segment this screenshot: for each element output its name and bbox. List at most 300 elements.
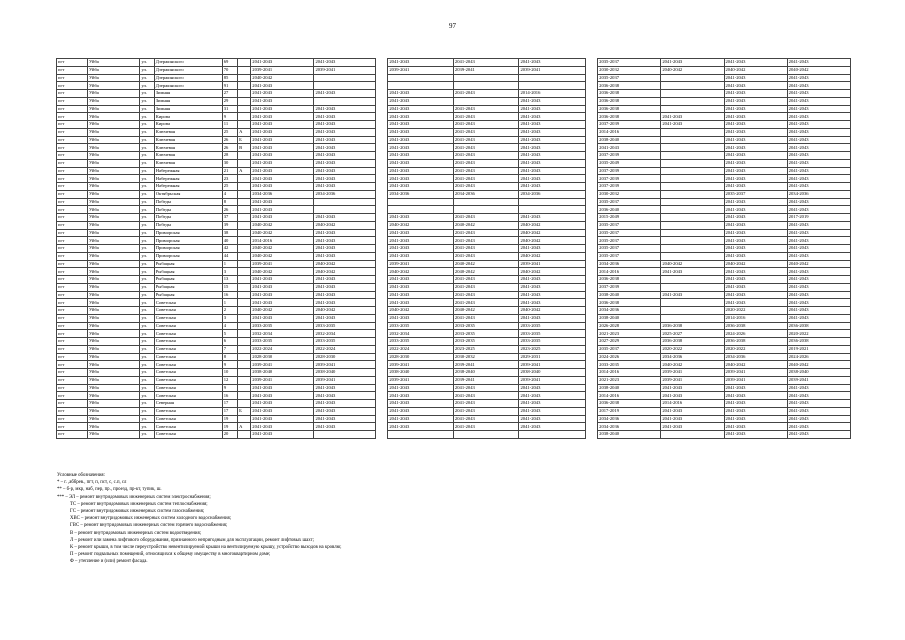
- gap-cell: [586, 415, 598, 423]
- table-cell: 2041-2043: [314, 59, 376, 67]
- table-cell: 2035-2037: [598, 74, 661, 82]
- gap-cell: [586, 59, 598, 67]
- table-cell: 2041-2043: [724, 252, 787, 260]
- table-cell: 2041-2043: [787, 392, 850, 400]
- table-cell: 2034-2036: [598, 415, 661, 423]
- table-cell: 70: [222, 66, 237, 74]
- table-cell: 23: [222, 175, 237, 183]
- table-cell: 2022-2024: [251, 345, 314, 353]
- table-cell: 2038-2040: [598, 136, 661, 144]
- table-cell: 2034-2036: [314, 190, 376, 198]
- table-cell: Уйба: [87, 152, 139, 160]
- table-cell: 2041-2043: [724, 90, 787, 98]
- table-cell: А: [238, 423, 251, 431]
- table-cell: Рыбацкая: [154, 276, 222, 284]
- table-cell: 2041-2043: [388, 400, 454, 408]
- table-cell: 2040-2042: [453, 221, 519, 229]
- table-cell: 2040-2042: [251, 252, 314, 260]
- table-cell: [661, 314, 724, 322]
- table-cell: пгт: [57, 415, 88, 423]
- table-cell: 2041-2043: [519, 214, 586, 222]
- table-cell: 2041-2043: [787, 415, 850, 423]
- table-cell: 2020-2022: [724, 345, 787, 353]
- table-row: [57, 407, 851, 415]
- gap-cell: [586, 66, 598, 74]
- table-cell: 9: [222, 113, 237, 121]
- gap-cell: [376, 221, 388, 229]
- table-cell: 2029-2031: [519, 353, 586, 361]
- table-cell: Уйба: [87, 353, 139, 361]
- table-cell: 2041-2043: [787, 206, 850, 214]
- table-cell: ул.: [140, 237, 154, 245]
- table-cell: 2039-2041: [314, 376, 376, 384]
- table-cell: [238, 105, 251, 113]
- gap-cell: [376, 400, 388, 408]
- table-cell: ул.: [140, 423, 154, 431]
- gap-cell: [586, 392, 598, 400]
- table-cell: 2041-2043: [314, 121, 376, 129]
- table-cell: пгт: [57, 299, 88, 307]
- table-cell: 1: [222, 260, 237, 268]
- table-cell: Уйба: [87, 369, 139, 377]
- table-cell: 40: [222, 237, 237, 245]
- table-cell: 2038-2040: [598, 314, 661, 322]
- table-cell: [661, 431, 724, 439]
- gap-cell: [376, 167, 388, 175]
- table-cell: Советская: [154, 299, 222, 307]
- table-cell: Ключевая: [154, 152, 222, 160]
- table-cell: В: [238, 144, 251, 152]
- gap-cell: [376, 113, 388, 121]
- table-cell: ул.: [140, 229, 154, 237]
- table-cell: пгт: [57, 229, 88, 237]
- gap-cell: [376, 276, 388, 284]
- table-cell: 2041-2043: [251, 159, 314, 167]
- table-cell: 2040-2042: [314, 268, 376, 276]
- table-cell: ул.: [140, 175, 154, 183]
- table-cell: 2041-2043: [314, 136, 376, 144]
- gap-cell: [376, 97, 388, 105]
- table-cell: [314, 97, 376, 105]
- table-cell: 2041-2043: [787, 59, 850, 67]
- table-cell: 2041-2043: [724, 144, 787, 152]
- gap-cell: [376, 206, 388, 214]
- table-row: [57, 276, 851, 284]
- table-cell: 2041-2043: [519, 291, 586, 299]
- gap-cell: [376, 260, 388, 268]
- legend-line: * – г. ,аббрев., пгт, п, пст, с, с.п, сл: [57, 480, 127, 486]
- table-cell: [238, 276, 251, 284]
- table-cell: 2041-2043: [453, 167, 519, 175]
- table-cell: [238, 183, 251, 191]
- table-cell: [661, 159, 724, 167]
- table-cell: пгт: [57, 190, 88, 198]
- gap-cell: [376, 314, 388, 322]
- table-cell: 2039-2041: [519, 376, 586, 384]
- table-cell: 2025-2027: [661, 330, 724, 338]
- table-cell: [238, 74, 251, 82]
- table-row: [57, 423, 851, 431]
- gap-cell: [376, 59, 388, 67]
- table-cell: 2041-2043: [251, 97, 314, 105]
- table-cell: 2041-2043: [787, 82, 850, 90]
- table-cell: Уйба: [87, 237, 139, 245]
- table-cell: 2041-2043: [724, 237, 787, 245]
- table-cell: Рыбацкая: [154, 268, 222, 276]
- table-cell: пгт: [57, 338, 88, 346]
- table-cell: 2041-2043: [251, 152, 314, 160]
- table-cell: 2041-2043: [388, 90, 454, 98]
- table-cell: 2040-2042: [453, 260, 519, 268]
- table-cell: 2040-2042: [519, 221, 586, 229]
- table-cell: 2036-2038: [661, 338, 724, 346]
- table-cell: пгт: [57, 260, 88, 268]
- table-cell: пгт: [57, 291, 88, 299]
- table-cell: 2041-2043: [519, 121, 586, 129]
- gap-cell: [376, 128, 388, 136]
- table-cell: 9: [222, 384, 237, 392]
- table-cell: ул.: [140, 82, 154, 90]
- table-cell: [388, 206, 454, 214]
- gap-cell: [586, 136, 598, 144]
- table-cell: [661, 190, 724, 198]
- page-number: 97: [449, 22, 456, 30]
- table-row: [57, 330, 851, 338]
- table-cell: 2041-2043: [724, 268, 787, 276]
- table-cell: 2041-2043: [388, 245, 454, 253]
- table-cell: 2041-2043: [251, 144, 314, 152]
- table-cell: 2041-2043: [251, 314, 314, 322]
- table-cell: 2040-2042: [787, 66, 850, 74]
- table-cell: 2035-2049: [598, 159, 661, 167]
- table-cell: 2041-2043: [388, 407, 454, 415]
- table-cell: ул.: [140, 307, 154, 315]
- gap-cell: [376, 407, 388, 415]
- table-cell: 2041-2043: [314, 299, 376, 307]
- table-cell: 2041-2043: [519, 159, 586, 167]
- table-cell: 2041-2043: [251, 183, 314, 191]
- table-cell: 2034-2036: [724, 353, 787, 361]
- table-cell: ул.: [140, 152, 154, 160]
- table-cell: 2039-2041: [388, 260, 454, 268]
- table-cell: 2038-2040: [453, 369, 519, 377]
- table-cell: 2033-2035: [314, 322, 376, 330]
- table-cell: 2041-2043: [388, 252, 454, 260]
- table-cell: пгт: [57, 376, 88, 384]
- table-cell: ул.: [140, 97, 154, 105]
- table-cell: Советская: [154, 307, 222, 315]
- table-cell: 2041-2043: [388, 314, 454, 322]
- table-cell: ул.: [140, 206, 154, 214]
- gap-cell: [376, 361, 388, 369]
- table-cell: 2014-2016: [598, 392, 661, 400]
- table-cell: 2039-2041: [519, 66, 586, 74]
- table-row: [57, 345, 851, 353]
- table-cell: Дзержинского: [154, 74, 222, 82]
- table-cell: пгт: [57, 128, 88, 136]
- table-cell: 2035-2037: [598, 237, 661, 245]
- table-cell: 2041-2043: [388, 299, 454, 307]
- table-cell: 2039-2041: [453, 376, 519, 384]
- table-cell: [661, 237, 724, 245]
- gap-cell: [586, 167, 598, 175]
- table-cell: 38: [222, 229, 237, 237]
- table-cell: пгт: [57, 423, 88, 431]
- table-cell: 2028-2030: [314, 353, 376, 361]
- table-cell: 2041-2043: [724, 291, 787, 299]
- table-cell: ул.: [140, 90, 154, 98]
- table-cell: [238, 268, 251, 276]
- table-cell: 2041-2043: [251, 121, 314, 129]
- table-cell: 2035-2037: [598, 229, 661, 237]
- table-cell: 2041-2043: [388, 276, 454, 284]
- table-cell: Уйба: [87, 407, 139, 415]
- table-cell: ул.: [140, 221, 154, 229]
- table-cell: 1: [222, 299, 237, 307]
- table-cell: 26: [222, 136, 237, 144]
- table-cell: 2039-2041: [519, 260, 586, 268]
- table-cell: пгт: [57, 206, 88, 214]
- table-cell: 2041-2043: [724, 159, 787, 167]
- table-cell: 2036-2038: [787, 322, 850, 330]
- table-cell: 2041-2043: [453, 245, 519, 253]
- table-cell: 2028-2030: [388, 353, 454, 361]
- table-cell: 2040-2042: [251, 229, 314, 237]
- table-cell: 2041-2043: [519, 183, 586, 191]
- gap-cell: [376, 353, 388, 361]
- table-cell: Советская: [154, 392, 222, 400]
- gap-cell: [376, 214, 388, 222]
- table-cell: 2041-2043: [453, 237, 519, 245]
- table-cell: Уйба: [87, 361, 139, 369]
- table-cell: ул.: [140, 74, 154, 82]
- table-cell: Уйба: [87, 144, 139, 152]
- table-cell: 16: [222, 291, 237, 299]
- table-cell: 2041-2043: [453, 283, 519, 291]
- table-cell: 2041-2043: [661, 291, 724, 299]
- table-cell: [519, 431, 586, 439]
- table-cell: Уйба: [87, 74, 139, 82]
- gap-cell: [376, 415, 388, 423]
- table-cell: 2041-2043: [661, 384, 724, 392]
- table-cell: 2036-2038: [598, 276, 661, 284]
- table-cell: ул.: [140, 276, 154, 284]
- table-cell: [238, 415, 251, 423]
- table-cell: Октябрьская: [154, 190, 222, 198]
- legend-line: К – ремонт крыши, в том числе переустройство невентилируемой крыши на вентилируемую крышу, устройство выходов на кровлю;: [70, 545, 342, 551]
- table-cell: Уйба: [87, 276, 139, 284]
- gap-cell: [586, 82, 598, 90]
- table-cell: 2041-2043: [453, 276, 519, 284]
- table-cell: пгт: [57, 330, 88, 338]
- table-cell: 2041-2043: [453, 175, 519, 183]
- table-cell: [453, 97, 519, 105]
- table-cell: 2041-2043: [724, 128, 787, 136]
- table-cell: Уйба: [87, 198, 139, 206]
- table-cell: пгт: [57, 252, 88, 260]
- table-cell: 2019-2021: [787, 345, 850, 353]
- table-cell: [238, 245, 251, 253]
- gap-cell: [586, 260, 598, 268]
- table-row: [57, 415, 851, 423]
- table-cell: 2034-2036: [519, 190, 586, 198]
- table-cell: 2036-2038: [787, 338, 850, 346]
- table-cell: 2041-2043: [519, 299, 586, 307]
- table-cell: 39: [222, 221, 237, 229]
- table-cell: 2041-2043: [251, 113, 314, 121]
- table-row: [57, 314, 851, 322]
- table-cell: [453, 74, 519, 82]
- table-cell: 26: [222, 206, 237, 214]
- table-cell: 2041-2043: [251, 59, 314, 67]
- table-cell: ул.: [140, 361, 154, 369]
- table-cell: 2041-2043: [453, 252, 519, 260]
- table-cell: 11: [222, 121, 237, 129]
- table-cell: 2041-2043: [314, 229, 376, 237]
- table-cell: Победы: [154, 206, 222, 214]
- gap-cell: [586, 268, 598, 276]
- table-cell: [238, 221, 251, 229]
- table-cell: Зимняя: [154, 90, 222, 98]
- table-cell: [238, 291, 251, 299]
- table-cell: Уйба: [87, 105, 139, 113]
- table-cell: ул.: [140, 291, 154, 299]
- table-cell: Кирова: [154, 113, 222, 121]
- table-cell: 2039-2041: [251, 361, 314, 369]
- table-cell: 2041-2043: [314, 415, 376, 423]
- table-cell: 2041-2043: [724, 276, 787, 284]
- table-cell: 2041-2043: [251, 90, 314, 98]
- table-cell: [238, 152, 251, 160]
- table-cell: пгт: [57, 198, 88, 206]
- table-cell: 2041-2043: [453, 214, 519, 222]
- table-cell: Советская: [154, 369, 222, 377]
- legend-line: *** – ЭЛ – ремонт внутридомовых инженерных систем электроснабжения;: [57, 494, 211, 500]
- table-cell: ул.: [140, 167, 154, 175]
- table-cell: 2040-2042: [724, 260, 787, 268]
- table-cell: Уйба: [87, 221, 139, 229]
- table-cell: 2036-2038: [724, 338, 787, 346]
- legend-line: В – ремонт внутридомовых инженерных систем водоотведения;: [70, 530, 202, 536]
- table-cell: 2041-2043: [787, 252, 850, 260]
- table-cell: 2041-2043: [519, 175, 586, 183]
- table-cell: 27: [222, 90, 237, 98]
- table-cell: [519, 82, 586, 90]
- table-cell: А: [238, 167, 251, 175]
- table-cell: 2036-2038: [724, 322, 787, 330]
- table-cell: [238, 384, 251, 392]
- gap-cell: [376, 299, 388, 307]
- table-cell: ул.: [140, 113, 154, 121]
- table-cell: А: [238, 128, 251, 136]
- table-cell: 2035-2037: [598, 59, 661, 67]
- gap-cell: [376, 369, 388, 377]
- table-cell: [661, 105, 724, 113]
- table-cell: 2037-2039: [598, 283, 661, 291]
- table-cell: 2032-2034: [314, 330, 376, 338]
- table-cell: [238, 113, 251, 121]
- table-cell: 2040-2042: [787, 361, 850, 369]
- table-cell: [238, 97, 251, 105]
- table-cell: 2041-2043: [251, 136, 314, 144]
- table-cell: Советская: [154, 314, 222, 322]
- table-cell: 2041-2043: [661, 268, 724, 276]
- table-cell: [314, 431, 376, 439]
- table-cell: Уйба: [87, 113, 139, 121]
- table-cell: ул.: [140, 198, 154, 206]
- table-cell: 2014-2016: [724, 314, 787, 322]
- table-cell: 2021-2023: [598, 330, 661, 338]
- table-cell: 2017-2019: [598, 407, 661, 415]
- table-cell: Советская: [154, 353, 222, 361]
- table-cell: 2041-2043: [787, 105, 850, 113]
- table-cell: 2041-2043: [724, 152, 787, 160]
- repair-schedule-table: [56, 58, 851, 439]
- gap-cell: [376, 252, 388, 260]
- gap-cell: [376, 431, 388, 439]
- table-cell: Уйба: [87, 400, 139, 408]
- gap-cell: [586, 400, 598, 408]
- gap-cell: [586, 376, 598, 384]
- table-cell: пгт: [57, 221, 88, 229]
- gap-cell: [586, 369, 598, 377]
- table-cell: [661, 214, 724, 222]
- table-cell: Уйба: [87, 229, 139, 237]
- gap-cell: [586, 384, 598, 392]
- table-cell: 2024-2026: [787, 353, 850, 361]
- table-row: [57, 214, 851, 222]
- table-cell: 2041-2043: [314, 128, 376, 136]
- table-cell: 2041-2043: [251, 206, 314, 214]
- table-cell: 2041-2043: [724, 423, 787, 431]
- table-cell: [238, 314, 251, 322]
- gap-cell: [376, 392, 388, 400]
- table-row: [57, 206, 851, 214]
- table-row: [57, 105, 851, 113]
- table-cell: [661, 74, 724, 82]
- table-cell: 2040-2042: [251, 221, 314, 229]
- table-cell: 2041-2043: [314, 152, 376, 160]
- table-cell: [238, 283, 251, 291]
- table-cell: 2041-2043: [314, 183, 376, 191]
- table-cell: 2041-2043: [724, 136, 787, 144]
- table-cell: 2041-2043: [787, 400, 850, 408]
- table-cell: Дзержинского: [154, 59, 222, 67]
- table-cell: 2024-2026: [724, 330, 787, 338]
- table-cell: [238, 307, 251, 315]
- gap-cell: [586, 214, 598, 222]
- table-cell: ул.: [140, 159, 154, 167]
- table-cell: 2041-2043: [314, 144, 376, 152]
- table-cell: 2038-2040: [598, 431, 661, 439]
- table-cell: 2039-2041: [388, 376, 454, 384]
- table-cell: 2041-2043: [453, 415, 519, 423]
- table-cell: 2041-2043: [787, 307, 850, 315]
- table-cell: 2039-2041: [724, 376, 787, 384]
- table-cell: 2039-2041: [314, 361, 376, 369]
- table-cell: пгт: [57, 183, 88, 191]
- table-cell: [238, 392, 251, 400]
- table-cell: 2041-2043: [388, 159, 454, 167]
- gap-cell: [586, 221, 598, 229]
- table-cell: Советская: [154, 423, 222, 431]
- table-cell: 2020-2022: [724, 307, 787, 315]
- table-cell: 2041-2043: [787, 167, 850, 175]
- table-cell: пгт: [57, 353, 88, 361]
- table-cell: пгт: [57, 431, 88, 439]
- table-cell: 13: [222, 276, 237, 284]
- table-cell: 2041-2043: [787, 423, 850, 431]
